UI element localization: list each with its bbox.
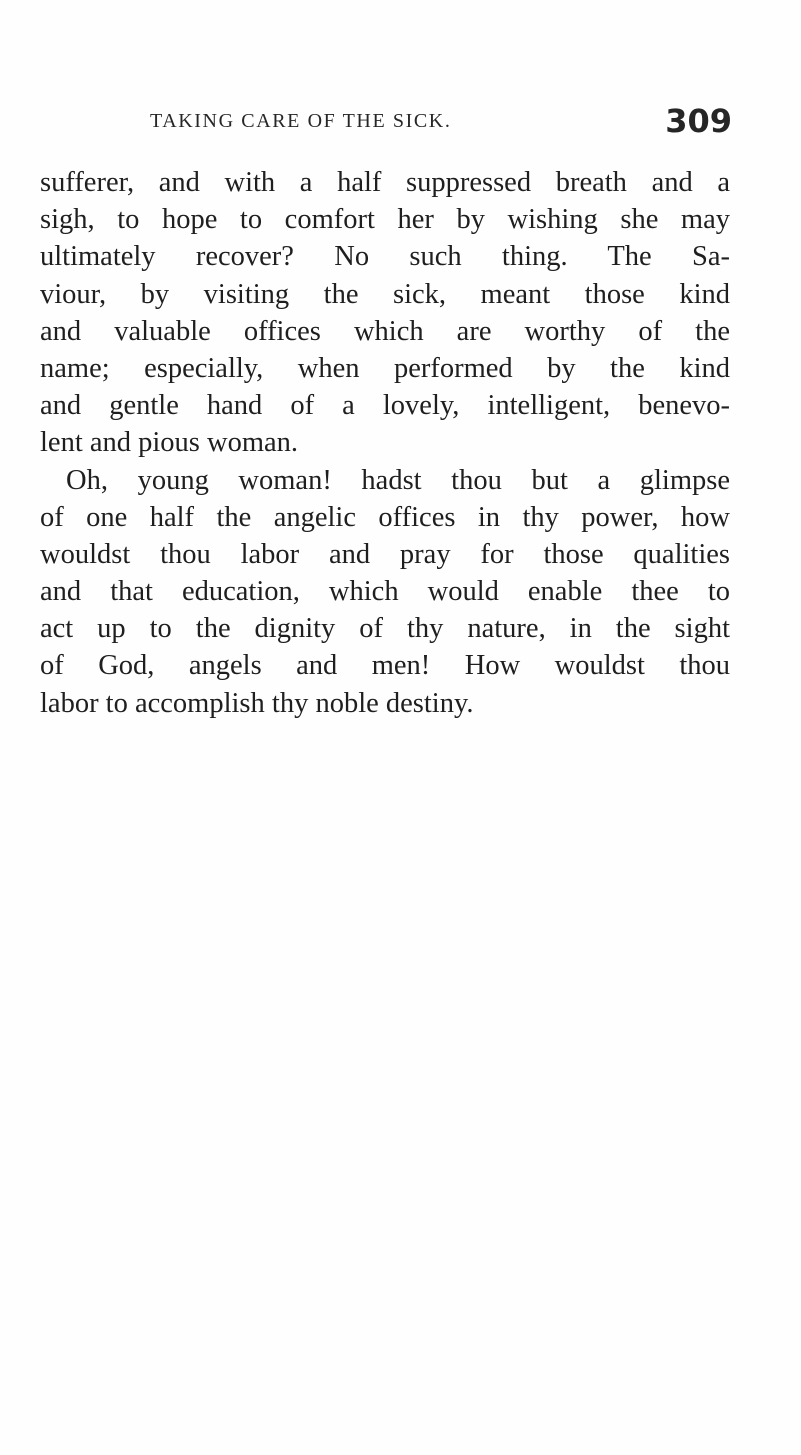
page-number: 309 — [665, 102, 732, 140]
text-line: and valuable offices which are worthy of the — [40, 315, 730, 347]
text-line: Oh, young woman! hadst thou but a glimpse — [66, 464, 730, 496]
text-line: act up to the dignity of thy nature, in the sight — [40, 613, 730, 645]
running-title: TAKING CARE OF THE SICK. — [150, 110, 452, 132]
paragraph-1 — [40, 164, 730, 462]
text-line: of God, angels and men! How wouldst thou — [40, 650, 730, 682]
text-line: and that education, which would enable thee to — [40, 576, 730, 608]
text-line: ultimately recover? No such thing. The Sa- — [40, 241, 730, 273]
text-line: and gentle hand of a lovely, intelligent, benevo- — [40, 390, 730, 422]
text-line: lent and pious woman. — [40, 427, 299, 459]
body-text — [40, 164, 730, 722]
text-line: sigh, to hope to comfort her by wishing she may — [40, 204, 730, 236]
running-head — [150, 102, 732, 142]
text-line: viour, by visiting the sick, meant those kind — [40, 278, 730, 310]
text-line: sufferer, and with a half suppressed breath and a — [40, 167, 730, 198]
text-line: labor to accomplish thy noble destiny. — [40, 687, 474, 719]
paragraph-2 — [40, 462, 730, 722]
text-line: wouldst thou labor and pray for those qualities — [40, 538, 730, 570]
text-line: of one half the angelic offices in thy power, how — [40, 501, 730, 533]
text-line: name; especially, when performed by the kind — [40, 352, 730, 384]
